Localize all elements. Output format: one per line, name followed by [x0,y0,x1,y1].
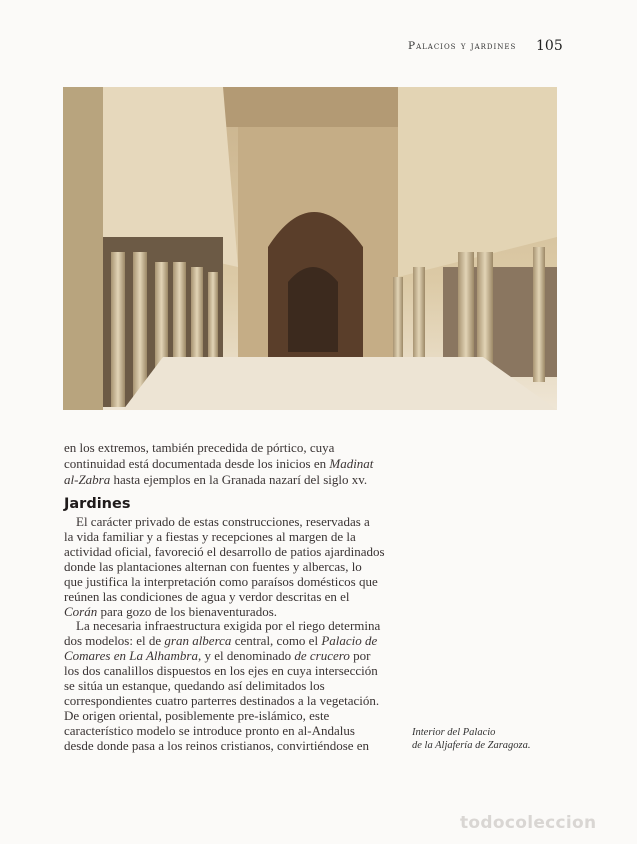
text-segment: donde las plantaciones alternan con fuentes y albercas, lo [64,559,362,574]
text-line [64,514,394,529]
italic-text: gran alberca [164,633,232,648]
text-segment: que justifica la interpretación como paraísos domésticos que [64,574,378,589]
text-segment: por [349,648,371,663]
italic-text: de crucero [294,648,350,663]
text-segment: para gozo de los bienaventurados. [97,604,278,619]
text-segment: correspondientes cuatro parterres destinados a la vegetación. [64,693,380,708]
courtyard-photo [63,87,557,410]
text-segment: El carácter privado de estas construcciones, reservadas a [76,514,370,529]
text-line [64,472,394,488]
text-segment: De origen oriental, posiblemente pre-islámico, este [64,708,330,723]
italic-text: Corán [64,604,98,619]
caption-line: de la Aljafería de Zaragoza. [412,740,531,751]
text-line [64,678,394,693]
text-line [64,529,394,544]
text-line [64,574,394,589]
italic-text: Comares en La Alhambra [64,648,198,663]
paragraph-continuation [64,440,394,488]
running-header: Palacios y jardines [408,40,517,52]
text-segment: reúnen las condiciones de agua y verdor descritas en el [64,589,350,604]
text-line [64,693,394,708]
text-segment: , y el denominado [197,648,295,663]
text-segment: hasta ejemplos en la Granada nazarí del siglo xv. [110,472,368,487]
text-segment: los dos canalillos dispuestos en los ejes en cuya intersección [64,663,378,678]
italic-text: al-Zabra [64,472,111,487]
italic-text: Palacio de [321,633,378,648]
text-segment: La necesaria infraestructura exigida por el riego determina [76,618,381,633]
watermark: todocoleccion [460,813,597,833]
caption-line: Interior del Palacio [412,727,496,738]
text-line [64,559,394,574]
paragraph-jardines-2 [64,618,394,753]
text-line [64,648,394,663]
text-segment: en los extremos, también precedida de pórtico, cuya [64,440,335,455]
text-line [64,738,394,753]
text-line [64,544,394,559]
text-line [64,663,394,678]
page-number: 105 [536,38,563,54]
section-heading: Jardines [64,496,131,512]
paragraph-jardines-1 [64,514,394,619]
text-segment: se sitúa un estanque, quedando así delimitados los [64,678,325,693]
text-line [64,633,394,648]
text-line [64,440,394,456]
text-segment: actividad oficial, favoreció el desarrollo de patios ajardinados [64,544,385,559]
text-line [64,456,394,472]
text-line [64,618,394,633]
text-segment: continuidad está documentada desde los inicios en [64,456,330,471]
text-line [64,723,394,738]
text-segment: la vida familiar y a fiestas y recepciones al margen de la [64,529,356,544]
text-line [64,589,394,604]
text-segment: dos modelos: el de [64,633,165,648]
text-line [64,708,394,723]
text-segment: característico modelo se introduce pronto en al-Andalus [64,723,355,738]
text-segment: central, como el [231,633,322,648]
text-segment: desde donde pasa a los reinos cristianos, convirtiéndose en [64,738,370,753]
text-line [64,604,394,619]
italic-text: Madinat [329,456,374,471]
photo-caption [412,726,531,752]
